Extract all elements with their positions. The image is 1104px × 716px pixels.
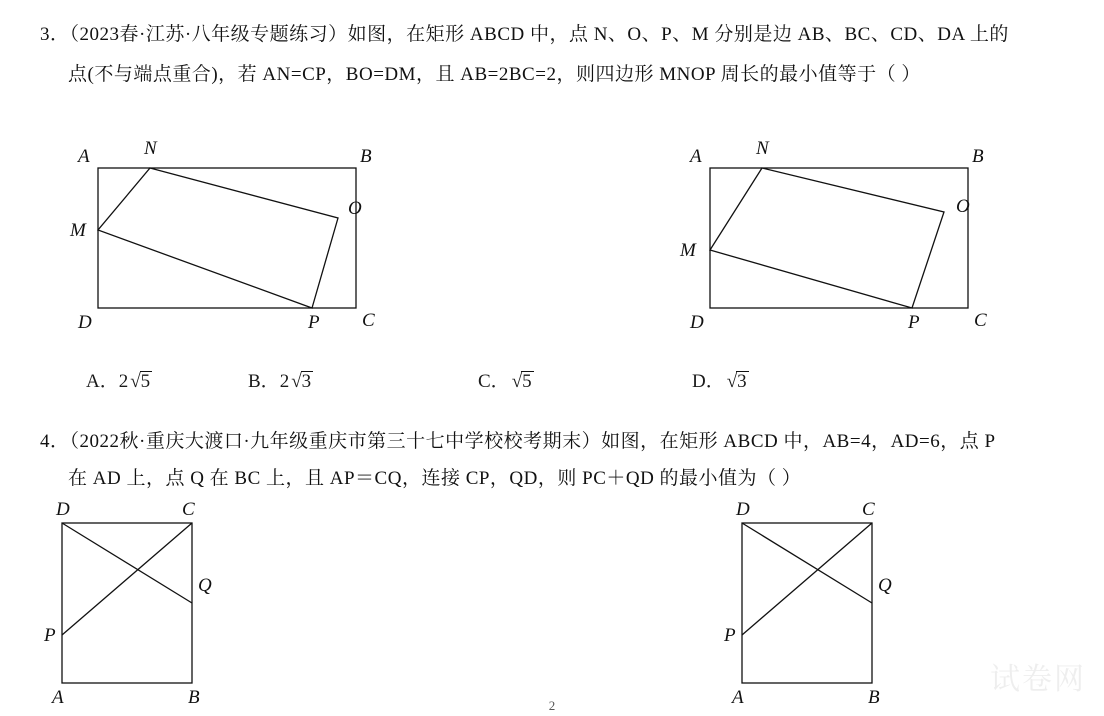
question-3-number: 3．	[40, 24, 70, 45]
watermark: 试卷网	[990, 663, 1086, 696]
choice-c-key: C．	[478, 371, 510, 392]
figure-4-left-label-D: D	[56, 499, 70, 520]
figure-3-right	[672, 130, 1032, 345]
figure-3-left-label-B: B	[360, 146, 372, 167]
figure-4-left-label-C: C	[182, 499, 195, 520]
choice-c[interactable]	[478, 366, 534, 393]
choice-d-sqrt: √3	[726, 371, 747, 392]
figure-3-right-label-C: C	[974, 310, 987, 331]
choice-b-radicand: 3	[301, 371, 312, 392]
figure-4-right-label-D: D	[736, 499, 750, 520]
figure-4-right-label-B: B	[868, 687, 880, 708]
question-4-line-1	[40, 425, 1070, 459]
choice-b-sqrt: √3	[291, 371, 312, 392]
question-4-number: 4．	[40, 431, 70, 452]
figure-3-right-label-M: M	[680, 240, 696, 261]
figure-4-right-label-P: P	[724, 625, 736, 646]
choice-c-radicand: 5	[522, 371, 532, 392]
choice-d[interactable]	[692, 366, 749, 393]
figure-3-left-label-M: M	[70, 220, 86, 241]
choice-b-coefficient: 2	[279, 371, 290, 392]
question-4-line-2: 在 AD 上，点 Q 在 BC 上，且 AP＝CQ，连接 CP，QD，则 PC＋QD 的最小值为（ ）	[68, 468, 802, 489]
choice-b-key: B．	[248, 371, 280, 392]
question-3-line-1	[40, 18, 1070, 52]
choice-b[interactable]	[248, 366, 313, 393]
choice-a-radicand: 5	[140, 371, 151, 392]
figure-4-right-label-Q: Q	[878, 575, 892, 596]
choice-a-sqrt: √5	[130, 371, 151, 392]
figure-3-right-label-N: N	[756, 138, 769, 159]
figure-4-left-label-B: B	[188, 687, 200, 708]
choice-d-radicand: 3	[737, 371, 747, 392]
question-3-source: （2023春·江苏·八年级专题练习）	[69, 24, 348, 45]
choice-a[interactable]	[86, 366, 152, 393]
choice-d-key: D．	[692, 371, 725, 392]
question-3-body-1: 如图，在矩形 ABCD 中，点 N、O、P、M 分别是边 AB、BC、CD、DA 上的	[347, 24, 1009, 45]
figure-4-left-label-Q: Q	[198, 575, 212, 596]
figure-3-right-label-D: D	[690, 312, 704, 333]
figure-4-right-label-C: C	[862, 499, 875, 520]
question-4-source: （2022秋·重庆大渡口·九年级重庆市第三十七中学校校考期末）	[69, 431, 602, 452]
figure-3-right-label-P: P	[908, 312, 920, 333]
figure-4-left-label-A: A	[52, 687, 64, 708]
figure-3-left-label-D: D	[78, 312, 92, 333]
figure-3-left-label-C: C	[362, 310, 375, 331]
figure-3-left-label-A: A	[78, 146, 90, 167]
figure-3-right-label-A: A	[690, 146, 702, 167]
figure-4-left	[20, 495, 280, 710]
figure-4-left-label-P: P	[44, 625, 56, 646]
figure-3-left-label-O: O	[348, 198, 362, 219]
figure-3-left	[60, 130, 420, 345]
figure-3-left-label-N: N	[144, 138, 157, 159]
question-3-line-2: 点(不与端点重合)，若 AN=CP，BO=DM，且 AB=2BC=2，则四边形 MNOP 周长的最小值等于（ ）	[68, 64, 921, 85]
choice-a-key: A．	[86, 371, 119, 392]
figure-4-right-label-A: A	[732, 687, 744, 708]
figure-3-left-label-P: P	[308, 312, 320, 333]
choice-a-coefficient: 2	[118, 371, 129, 392]
figure-3-right-label-B: B	[972, 146, 984, 167]
choice-c-sqrt: √5	[511, 371, 532, 392]
question-3-choices	[0, 366, 1104, 396]
question-4-body-1: 如图，在矩形 ABCD 中，AB=4，AD=6，点 P	[601, 431, 996, 452]
figure-4-right	[700, 495, 960, 710]
figure-3-right-label-O: O	[956, 196, 970, 217]
page-number: 2	[548, 698, 556, 713]
